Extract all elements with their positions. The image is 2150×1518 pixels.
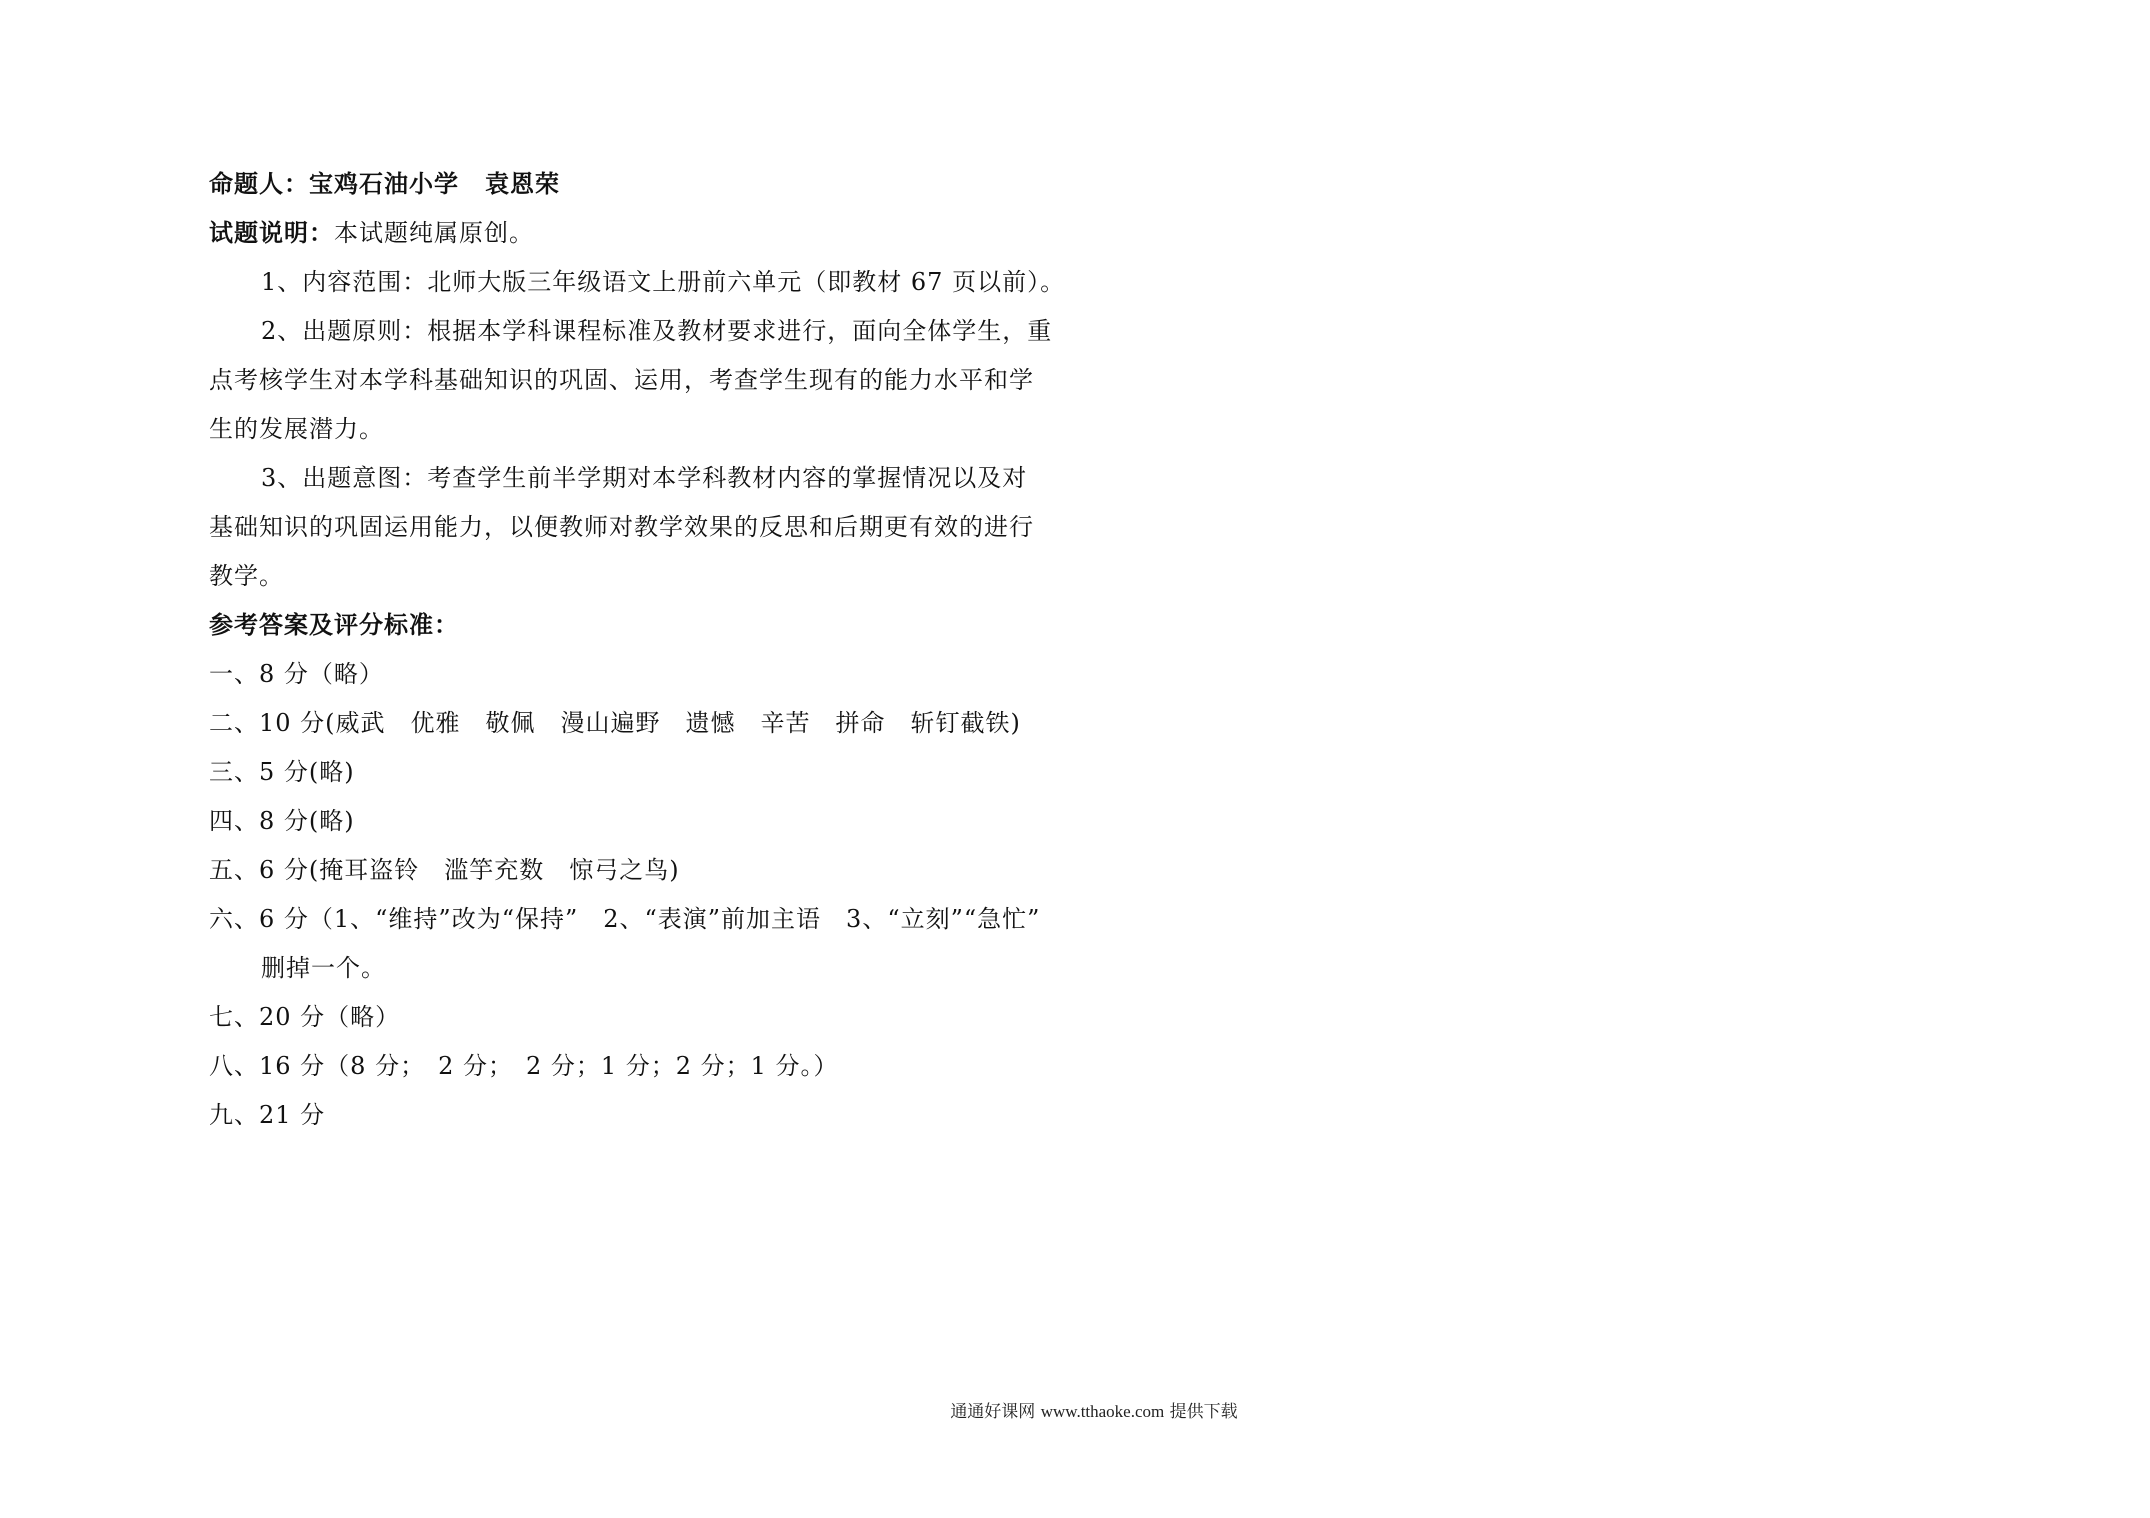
intent-line-2: 基础知识的巩固运用能力，以便教师对教学效果的反思和后期更有效的进行 xyxy=(209,513,1034,541)
answer-item-6: 六、6 分（1、“维持”改为“保持” 2、“表演”前加主语 3、“立刻”“急忙” xyxy=(209,905,1041,933)
author-label: 命题人：宝鸡石油小学 xyxy=(209,170,459,198)
answer-item-2: 二、10 分(威武 优雅 敬佩 漫山遍野 遗憾 辛苦 拼命 斩钉截铁) xyxy=(209,709,1021,737)
footer-suffix: 提供下载 xyxy=(1169,1402,1238,1422)
page-footer xyxy=(0,1400,2150,1424)
answer-item-9: 九、21 分 xyxy=(209,1101,326,1129)
author-line xyxy=(209,160,1089,209)
footer-site-name: 通通好课网 xyxy=(950,1402,1036,1422)
answers-title: 参考答案及评分标准： xyxy=(209,611,459,639)
answer-item-5: 五、6 分(掩耳盗铃 滥竽充数 惊弓之鸟) xyxy=(209,856,680,884)
description-line xyxy=(209,209,1089,258)
principle-line-1: 2、出题原则：根据本学科课程标准及教材要求进行，面向全体学生，重 xyxy=(261,317,1053,345)
description-label: 试题说明： xyxy=(209,219,334,247)
description-text: 本试题纯属原创。 xyxy=(334,219,534,247)
answer-item-6-continued: 删掉一个。 xyxy=(261,954,386,982)
intent-line-1: 3、出题意图：考查学生前半学期对本学科教材内容的掌握情况以及对 xyxy=(261,464,1028,492)
intent-line-3: 教学。 xyxy=(209,562,284,590)
author-name: 袁恩荣 xyxy=(485,170,560,198)
answer-item-4: 四、8 分(略) xyxy=(209,807,355,835)
answer-item-8: 八、16 分（8 分； 2 分； 2 分；1 分；2 分；1 分。） xyxy=(209,1052,839,1080)
principle-line-3: 生的发展潜力。 xyxy=(209,415,384,443)
footer-url: www.tthaoke.com xyxy=(1040,1402,1165,1421)
document-body xyxy=(209,160,1089,1140)
principle-line-2: 点考核学生对本学科基础知识的巩固、运用，考查学生现有的能力水平和学 xyxy=(209,366,1034,394)
answer-item-1: 一、8 分（略） xyxy=(209,660,384,688)
scope-line: 1、内容范围：北师大版三年级语文上册前六单元（即教材 67 页以前）。 xyxy=(261,268,1066,296)
answer-item-7: 七、20 分（略） xyxy=(209,1003,401,1031)
answer-item-3: 三、5 分(略) xyxy=(209,758,355,786)
